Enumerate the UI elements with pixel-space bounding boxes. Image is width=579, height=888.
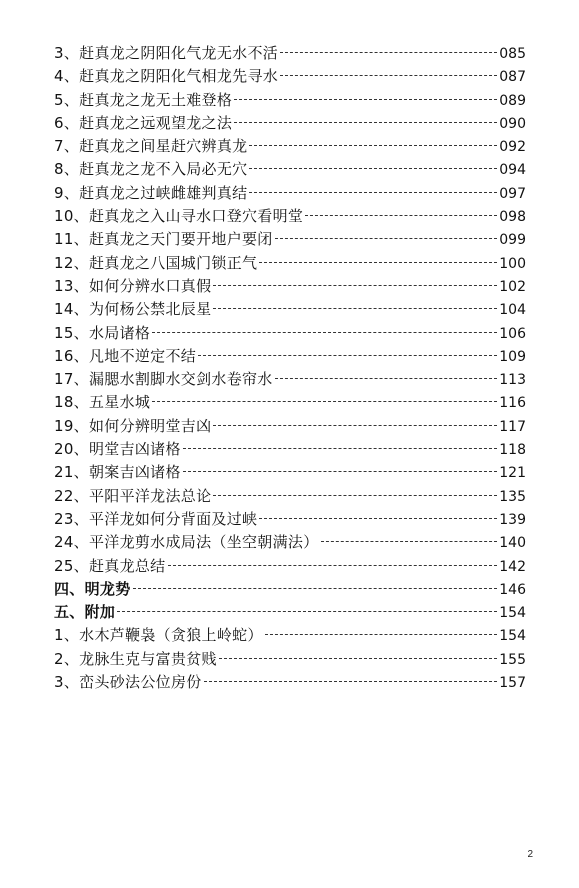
toc-leader-dashes — [234, 99, 497, 100]
toc-leader-dashes — [183, 448, 497, 449]
toc-leader-dashes — [321, 541, 498, 542]
toc-entry[interactable] — [54, 228, 526, 251]
toc-entry-page-number: 090 — [499, 115, 526, 132]
toc-entry-page-number: 117 — [499, 418, 526, 435]
toc-leader-dashes — [234, 122, 497, 123]
toc-leader-dashes — [305, 215, 497, 216]
toc-entry-page-number: 099 — [499, 232, 526, 249]
toc-entry-page-number: 154 — [499, 628, 526, 645]
toc-leader-dashes — [259, 262, 497, 263]
toc-entry-title: 4、赶真龙之阴阳化气相龙先寻水 — [54, 67, 279, 86]
toc-leader-dashes — [275, 238, 498, 239]
toc-entry-page-number: 089 — [499, 92, 526, 109]
toc-leader-dashes — [259, 518, 497, 519]
toc-entry-page-number: 139 — [499, 511, 526, 528]
toc-entry-page-number: 100 — [499, 255, 526, 272]
toc-entry-title: 6、赶真龙之远观望龙之法 — [54, 113, 233, 132]
toc-section-heading[interactable] — [54, 578, 526, 601]
toc-entry[interactable] — [54, 508, 526, 531]
toc-entry-page-number: 146 — [499, 581, 526, 598]
toc-entry[interactable] — [54, 252, 526, 275]
toc-entry-title: 25、赶真龙总结 — [54, 556, 166, 575]
toc-leader-dashes — [204, 681, 498, 682]
toc-entry[interactable] — [54, 555, 526, 578]
toc-entry-title: 1、水木芦鞭袅（贪狼上岭蛇） — [54, 626, 263, 645]
toc-entry-title: 16、凡地不逆定不结 — [54, 346, 197, 365]
toc-leader-dashes — [213, 285, 497, 286]
toc-leader-dashes — [280, 52, 497, 53]
toc-entry-page-number: 085 — [499, 46, 526, 62]
page-number: 2 — [527, 849, 533, 860]
toc-entry-page-number: 104 — [499, 302, 526, 319]
toc-entry-title: 18、五星水城 — [54, 393, 151, 412]
toc-entry-page-number: 106 — [499, 325, 526, 342]
toc-entry-title: 20、明堂吉凶诸格 — [54, 440, 181, 459]
toc-entry[interactable] — [54, 322, 526, 345]
toc-section-heading[interactable] — [54, 601, 526, 624]
toc-leader-dashes — [133, 588, 498, 589]
toc-entry[interactable] — [54, 485, 526, 508]
toc-entry[interactable] — [54, 345, 526, 368]
toc-leader-dashes — [168, 565, 498, 566]
toc-entry-title: 14、为何杨公禁北辰星 — [54, 300, 212, 319]
toc-entry-page-number: 087 — [499, 69, 526, 86]
toc-entry-title: 13、如何分辨水口真假 — [54, 276, 212, 295]
toc-entry-page-number: 098 — [499, 209, 526, 226]
toc-leader-dashes — [280, 75, 497, 76]
toc-entry[interactable] — [54, 112, 526, 135]
toc-entry-page-number: 094 — [499, 162, 526, 179]
toc-entry-page-number: 142 — [499, 558, 526, 575]
toc-entry-title: 8、赶真龙之龙不入局必无穴 — [54, 160, 248, 179]
toc-leader-dashes — [198, 355, 497, 356]
toc-entry-page-number: 121 — [499, 465, 526, 482]
toc-entry-title: 9、赶真龙之过峡雌雄判真结 — [54, 183, 248, 202]
toc-entry[interactable] — [54, 531, 526, 554]
toc-leader-dashes — [249, 145, 497, 146]
toc-entry-title: 12、赶真龙之八国城门锁正气 — [54, 253, 258, 272]
toc-entry-title: 五、附加 — [54, 603, 116, 622]
toc-entry[interactable] — [54, 368, 526, 391]
toc-entry-page-number: 157 — [499, 675, 526, 692]
toc-entry-page-number: 155 — [499, 651, 526, 668]
toc-leader-dashes — [117, 611, 497, 612]
toc-entry[interactable] — [54, 648, 526, 671]
toc-entry-title: 四、明龙势 — [54, 579, 131, 598]
toc-entry-title: 3、赶真龙之阴阳化气龙无水不活 — [54, 44, 279, 62]
toc-leader-dashes — [183, 471, 497, 472]
toc-leader-dashes — [275, 378, 498, 379]
toc-entry[interactable] — [54, 298, 526, 321]
toc-leader-dashes — [152, 401, 497, 402]
toc-entry-page-number: 118 — [499, 442, 526, 459]
toc-entry-title: 7、赶真龙之间星赶穴辨真龙 — [54, 137, 248, 156]
toc-entry[interactable] — [54, 671, 526, 694]
toc-entry[interactable] — [54, 391, 526, 414]
toc-entry[interactable] — [54, 158, 526, 181]
toc-entry[interactable] — [54, 461, 526, 484]
toc-entry[interactable] — [54, 275, 526, 298]
toc-entry-page-number: 116 — [499, 395, 526, 412]
toc-entry[interactable] — [54, 89, 526, 112]
toc-entry[interactable] — [54, 42, 526, 65]
toc-entry-page-number: 113 — [499, 372, 526, 389]
toc-entry[interactable] — [54, 135, 526, 158]
toc-entry-title: 10、赶真龙之入山寻水口登穴看明堂 — [54, 207, 304, 226]
toc-leader-dashes — [249, 168, 497, 169]
toc-leader-dashes — [249, 192, 497, 193]
table-of-contents — [54, 42, 526, 694]
toc-entry[interactable] — [54, 182, 526, 205]
toc-entry-page-number: 092 — [499, 139, 526, 156]
toc-entry-title: 23、平洋龙如何分背面及过峡 — [54, 509, 258, 528]
toc-entry-page-number: 097 — [499, 185, 526, 202]
toc-entry-title: 22、平阳平洋龙法总论 — [54, 486, 212, 505]
toc-entry[interactable] — [54, 624, 526, 647]
toc-entry-page-number: 102 — [499, 278, 526, 295]
toc-entry-page-number: 109 — [499, 348, 526, 365]
toc-entry-page-number: 140 — [499, 535, 526, 552]
toc-leader-dashes — [213, 308, 497, 309]
toc-entry[interactable] — [54, 415, 526, 438]
toc-leader-dashes — [219, 658, 497, 659]
toc-entry-title: 15、水局诸格 — [54, 323, 151, 342]
toc-entry-title: 17、漏腮水割脚水交剑水卷帘水 — [54, 370, 273, 389]
toc-entry-page-number: 135 — [499, 488, 526, 505]
toc-entry-title: 19、如何分辨明堂吉凶 — [54, 416, 212, 435]
toc-leader-dashes — [265, 634, 498, 635]
toc-entry-title: 21、朝案吉凶诸格 — [54, 463, 181, 482]
toc-entry-title: 24、平洋龙剪水成局法（坐空朝满法） — [54, 533, 319, 552]
toc-entry-title: 3、峦头砂法公位房份 — [54, 673, 202, 692]
toc-entry-title: 5、赶真龙之龙无土难登格 — [54, 90, 233, 109]
toc-leader-dashes — [152, 332, 497, 333]
toc-entry[interactable] — [54, 65, 526, 88]
toc-leader-dashes — [213, 425, 497, 426]
toc-entry[interactable] — [54, 205, 526, 228]
toc-entry-title: 2、龙脉生克与富贵贫贱 — [54, 649, 217, 668]
toc-entry-page-number: 154 — [499, 605, 526, 622]
toc-entry[interactable] — [54, 438, 526, 461]
toc-leader-dashes — [213, 495, 497, 496]
toc-entry-title: 11、赶真龙之天门要开地户要闭 — [54, 230, 273, 249]
